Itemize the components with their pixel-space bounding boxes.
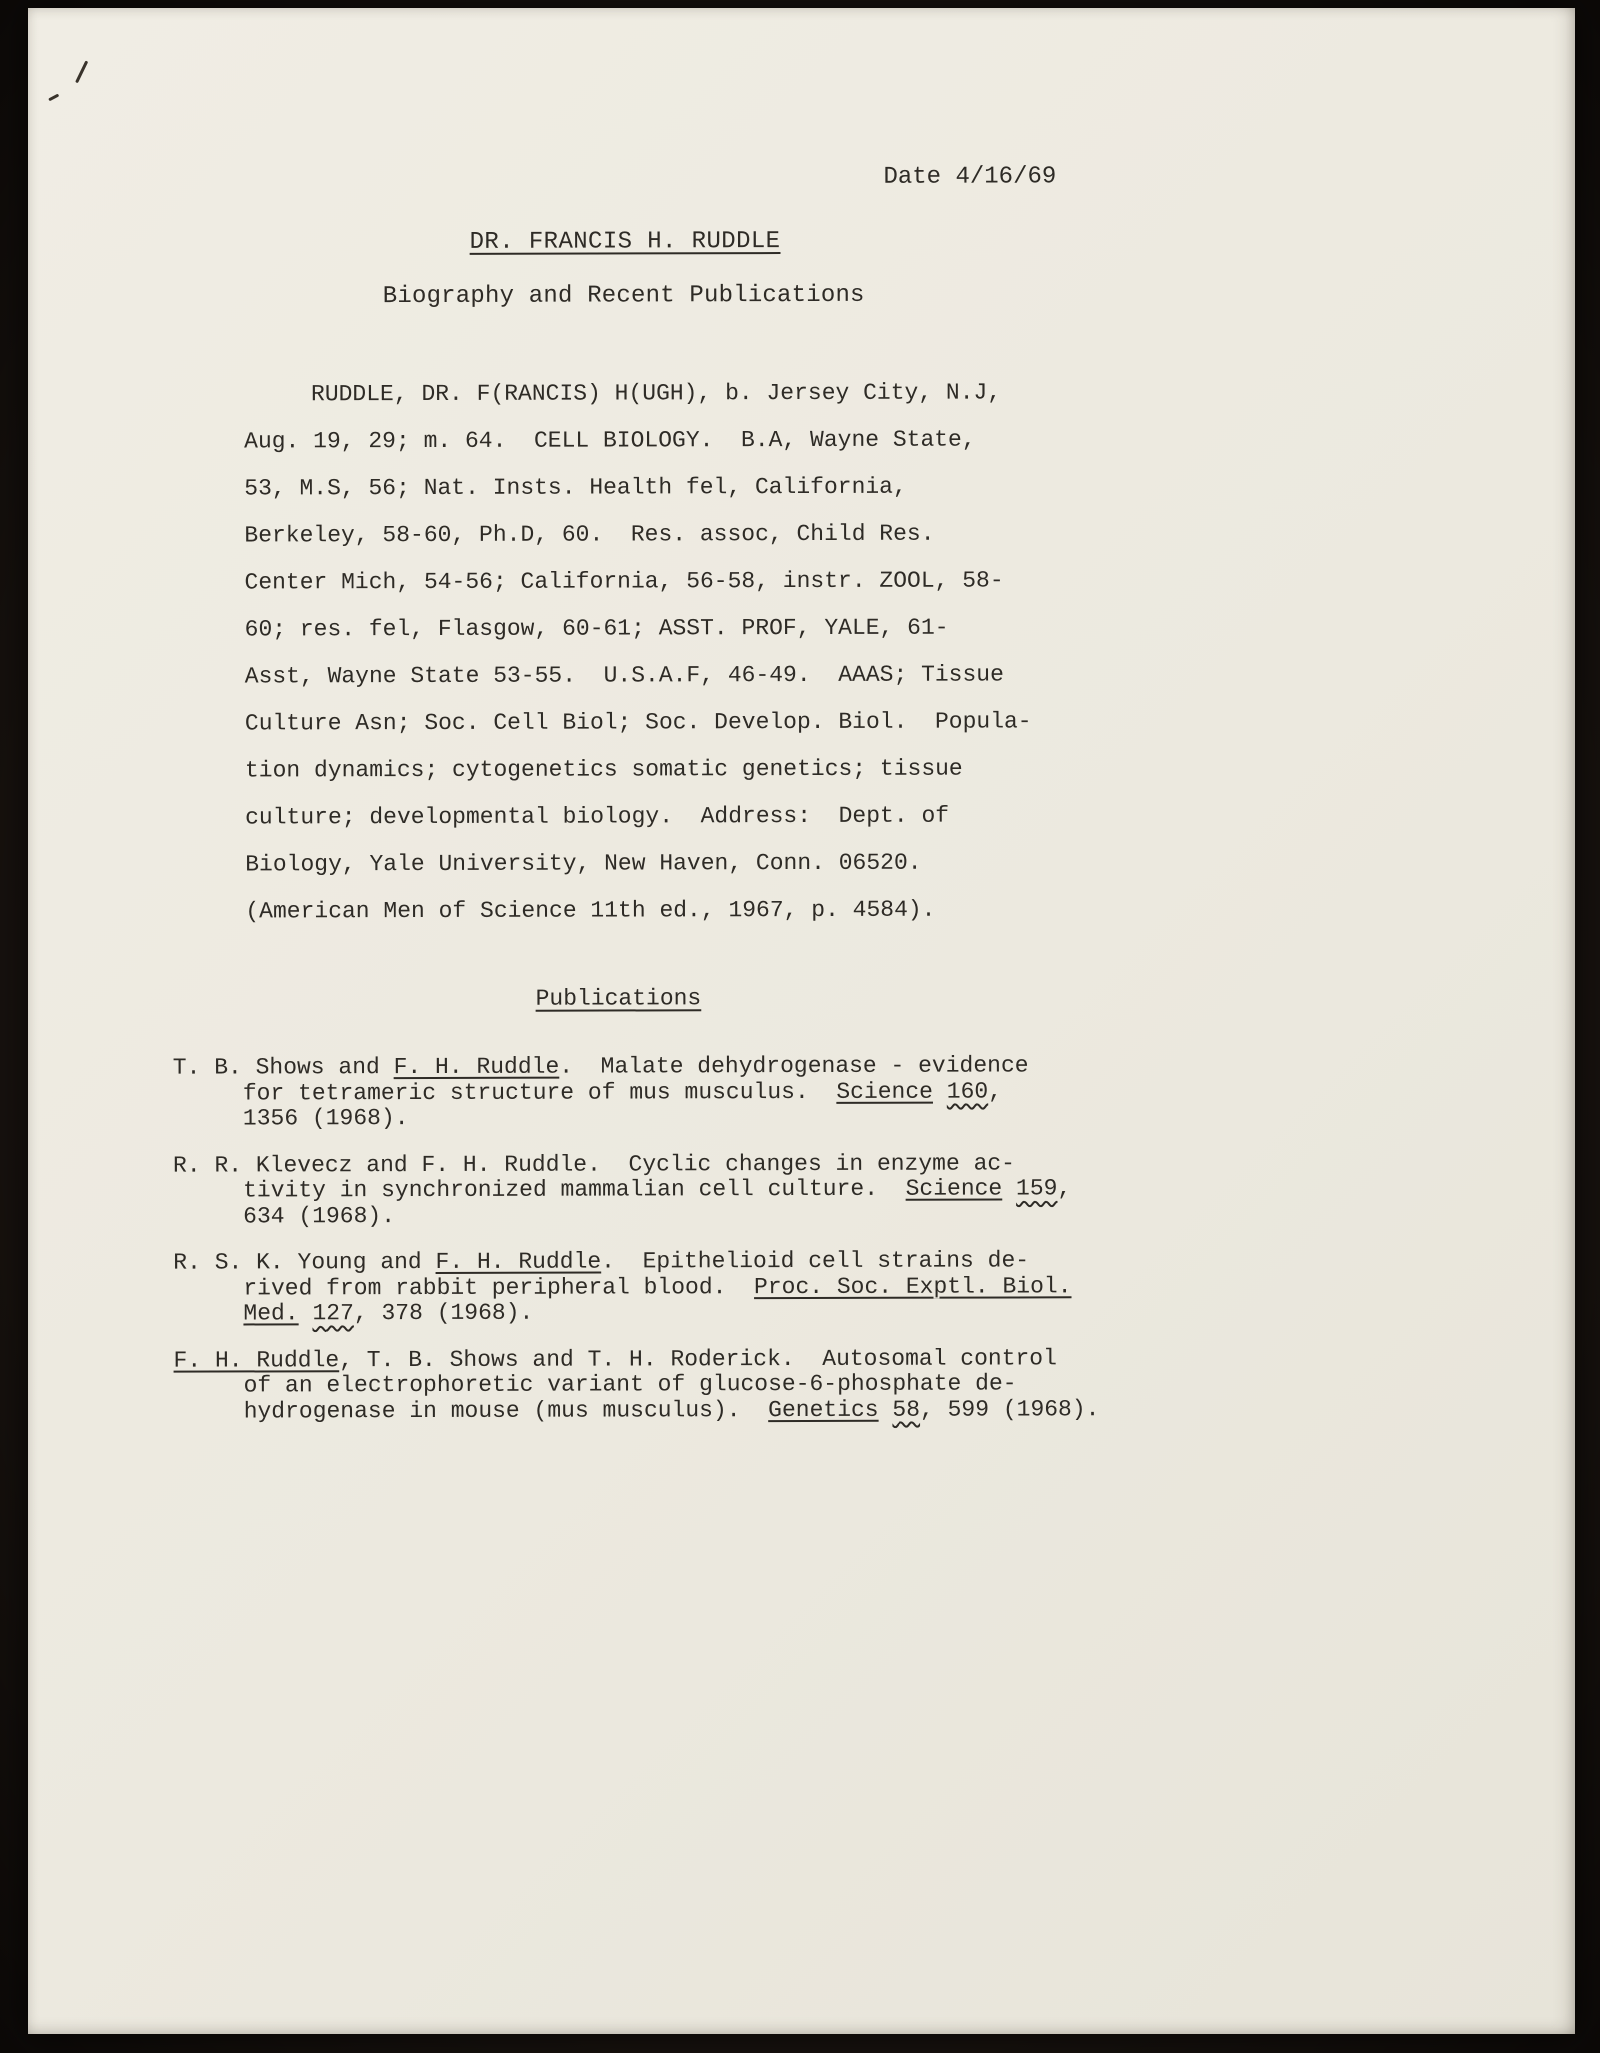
biography-line: Culture Asn; Soc. Cell Biol; Soc. Develop. Biol. Popula- [244,708,1032,737]
publication-line [244,1371,1100,1399]
text-segment: T. B. Shows and [172,1054,394,1081]
underlined-text: Genetics [768,1396,879,1423]
biography-line: Berkeley, 58-60, Ph.D, 60. Res. assoc, Child Res. [244,520,935,549]
publication-entry [173,1248,1099,1327]
text-segment: , 378 (1968). [353,1299,534,1327]
text-segment: rived from rabbit peripheral blood. [243,1273,755,1301]
publication-line [173,1053,1099,1081]
volume-number: 159 [1016,1175,1058,1202]
document-page [28,8,1575,2034]
handwritten-mark [48,94,59,102]
text-segment: , T. B. Shows and T. H. Roderick. Autosomal control [339,1344,1057,1373]
publication-line [173,1151,1099,1179]
biography-line: RUDDLE, DR. F(RANCIS) H(UGH), b. Jersey City, N.J, [310,379,1002,408]
document-date: Date 4/16/69 [883,163,1057,191]
text-segment: . Epithelioid cell strains de- [601,1247,1030,1275]
biography-line: tion dynamics; cytogenetics somatic genetics; tissue [244,755,963,784]
text-segment: tivity in synchronized mammalian cell culture. [243,1175,906,1204]
publication-line [243,1104,1099,1132]
biography-line: Center Mich, 54-56; California, 56-58, instr. ZOOL, 58- [244,567,1004,596]
volume-number: 58 [892,1396,921,1423]
publication-line [243,1274,1099,1302]
text-segment [299,1300,313,1326]
text-segment: , [988,1077,1003,1105]
biography-line: 53, M.S, 56; Nat. Insts. Health fel, California, [244,473,907,502]
publication-line [243,1299,1099,1327]
text-segment [1002,1175,1016,1201]
biography-line: Asst, Wayne State 53-55. U.S.A.F, 46-49. AAAS; Tissue [244,661,1004,690]
underlined-text: Science [836,1078,933,1105]
text-segment: . Malate dehydrogenase - evidence [559,1052,1029,1080]
text-segment: , [1057,1175,1072,1202]
publication-entry [174,1346,1100,1425]
document-subtitle: Biography and Recent Publications [382,281,865,311]
text-segment [933,1078,947,1104]
volume-number: 160 [946,1078,989,1105]
biography-line: culture; developmental biology. Address: Dept. of [245,802,950,831]
publication-line [173,1248,1099,1276]
biography-line: (American Men of Science 11th ed., 1967, p. 4584). [245,896,936,925]
volume-number: 127 [312,1300,354,1327]
publication-entry [173,1151,1099,1230]
publication-line [243,1176,1099,1204]
publication-line [243,1079,1099,1107]
biography-line: Biology, Yale University, New Haven, Conn. 06520. [245,849,922,878]
underlined-text: Science [905,1175,1003,1202]
biography-paragraph [244,369,1032,935]
publication-entry [173,1053,1099,1132]
underlined-text: Med. [243,1300,299,1327]
underlined-text: F. H. Ruddle [435,1248,602,1275]
underlined-text: F. H. Ruddle [393,1053,560,1081]
publication-line [243,1202,1099,1230]
document-title: DR. FRANCIS H. RUDDLE [469,228,781,256]
publications-list [173,1053,1100,1445]
publication-line [174,1346,1100,1374]
text-segment: hydrogenase in mouse (mus musculus). [243,1396,769,1424]
typed-content [28,6,1580,2036]
publications-heading: Publications [535,985,702,1012]
text-segment: 634 (1968). [243,1202,396,1229]
underlined-text: F. H. Ruddle [173,1346,340,1374]
text-segment: for tetrameric structure of mus musculus. [242,1078,837,1106]
text-segment: 1356 (1968). [242,1105,409,1132]
underlined-text: Proc. Soc. Exptl. Biol. [754,1272,1072,1300]
text-segment: of an electrophoretic variant of glucose-6-phosphate de- [243,1370,1017,1399]
handwritten-mark [75,60,88,83]
biography-line: 60; res. fel, Flasgow, 60-61; ASST. PROF, YALE, 61- [244,614,949,643]
text-segment: , 599 (1968). [919,1395,1100,1423]
biography-line: Aug. 19, 29; m. 64. CELL BIOLOGY. B.A, Wayne State, [244,426,976,455]
text-segment: R. R. Klevecz and F. H. Ruddle. Cyclic changes in enzyme ac- [172,1149,1015,1179]
publication-line [244,1397,1100,1425]
text-segment: R. S. K. Young and [173,1248,436,1276]
text-segment [879,1396,893,1422]
